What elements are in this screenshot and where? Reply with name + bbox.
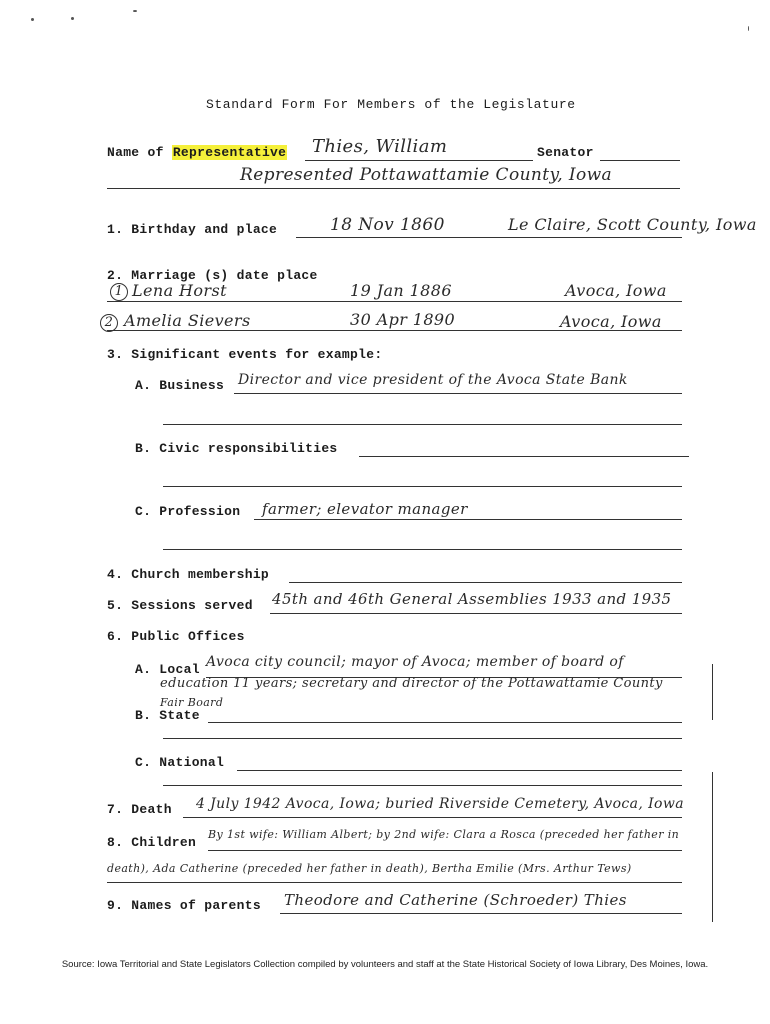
q6c-line-2 xyxy=(163,785,682,786)
q3-label: 3. Significant events for example: xyxy=(107,347,383,362)
q3a-label: A. Business xyxy=(135,378,225,393)
handwritten-m2-place: Avoca, Iowa xyxy=(560,312,662,331)
handwritten-sessions: 45th and 46th General Assemblies 1933 and 1935 xyxy=(272,590,672,608)
q9-line xyxy=(280,913,682,914)
handwritten-represented: Represented Pottawattamie County, Iowa xyxy=(240,165,613,185)
handwritten-m2-date: 30 Apr 1890 xyxy=(350,310,456,329)
q8-label: 8. Children xyxy=(107,835,197,850)
q3b-label: B. Civic responsibilities xyxy=(135,441,338,456)
q7-label: 7. Death xyxy=(107,802,172,817)
scan-speck xyxy=(748,26,749,31)
q6-label: 6. Public Offices xyxy=(107,629,245,644)
handwritten-m1-name: Lena Horst xyxy=(132,281,227,300)
scan-speck xyxy=(133,10,137,12)
handwritten-m1-place: Avoca, Iowa xyxy=(565,281,667,300)
q4-line xyxy=(289,582,682,583)
name-label xyxy=(107,145,287,160)
q4-label: 4. Church membership xyxy=(107,567,270,582)
handwritten-local-2: education 11 years; secretary and director of the Pottawattamie County xyxy=(160,676,663,691)
q6b-label: B. State xyxy=(135,708,200,723)
scan-speck xyxy=(71,17,74,20)
q2-line-2 xyxy=(107,330,682,331)
handwritten-local-3: Fair Board xyxy=(160,696,224,709)
senator-label: Senator xyxy=(537,145,594,160)
q3c-line xyxy=(254,519,682,520)
handwritten-birth-date: 18 Nov 1860 xyxy=(330,215,445,235)
handwritten-children-1: By 1st wife: William Albert; by 2nd wife: Clara a Rosca (preceded her father in xyxy=(208,828,680,841)
q8-line xyxy=(208,850,682,851)
name-line xyxy=(305,160,533,161)
q9-label: 9. Names of parents xyxy=(107,898,261,913)
q8-line-2 xyxy=(107,882,682,883)
q1-label: 1. Birthday and place xyxy=(107,222,278,237)
handwritten-death: 4 July 1942 Avoca, Iowa; buried Riverside Cemetery, Avoca, Iowa xyxy=(196,796,685,812)
q6c-line xyxy=(237,770,682,771)
name-line-2 xyxy=(107,188,680,189)
handwritten-birth-place: Le Claire, Scott County, Iowa xyxy=(508,215,757,234)
handwritten-m1-num: 1 xyxy=(110,283,128,301)
source-caption: Source: Iowa Territorial and State Legislators Collection compiled by volunteers and staff at the State Historical Society of Iowa Library, Des Moines, Iowa. xyxy=(61,959,709,970)
handwritten-parents: Theodore and Catherine (Schroeder) Thies xyxy=(284,891,627,909)
handwritten-business: Director and vice president of the Avoca State Bank xyxy=(238,372,628,388)
margin-line-2 xyxy=(712,772,713,922)
form-title: Standard Form For Members of the Legislature xyxy=(206,97,576,112)
q6b-line-2 xyxy=(163,738,682,739)
handwritten-m1-date: 19 Jan 1886 xyxy=(350,281,452,300)
q6b-line xyxy=(208,722,682,723)
handwritten-profession: farmer; elevator manager xyxy=(262,500,468,518)
q3a-line xyxy=(234,393,682,394)
handwritten-local-1: Avoca city council; mayor of Avoca; member of board of xyxy=(206,654,624,670)
q3c-line-2 xyxy=(163,549,682,550)
q5-line xyxy=(270,613,682,614)
q6c-label: C. National xyxy=(135,755,225,770)
q3c-label: C. Profession xyxy=(135,504,241,519)
q3a-line-2 xyxy=(163,424,682,425)
scan-speck xyxy=(31,18,34,21)
q2-line-1 xyxy=(107,301,682,302)
handwritten-name: Thies, William xyxy=(312,136,448,157)
q2-label: 2. Marriage (s) date place xyxy=(107,268,318,283)
q5-label: 5. Sessions served xyxy=(107,598,253,613)
handwritten-children-2: death), Ada Catherine (preceded her father in death), Bertha Emilie (Mrs. Arthur Tews) xyxy=(107,862,632,875)
senator-line xyxy=(600,160,680,161)
representative-label: Representative xyxy=(172,145,287,160)
q3b-line xyxy=(359,456,689,457)
q3b-line-2 xyxy=(163,486,682,487)
q6a-label: A. Local xyxy=(135,662,200,677)
handwritten-m2-name: Amelia Sievers xyxy=(124,311,251,330)
q1-line xyxy=(296,237,682,238)
margin-line xyxy=(712,664,713,720)
name-of-label: Name of xyxy=(107,145,164,160)
handwritten-m2-num: 2 xyxy=(100,314,118,332)
q7-line xyxy=(183,817,682,818)
